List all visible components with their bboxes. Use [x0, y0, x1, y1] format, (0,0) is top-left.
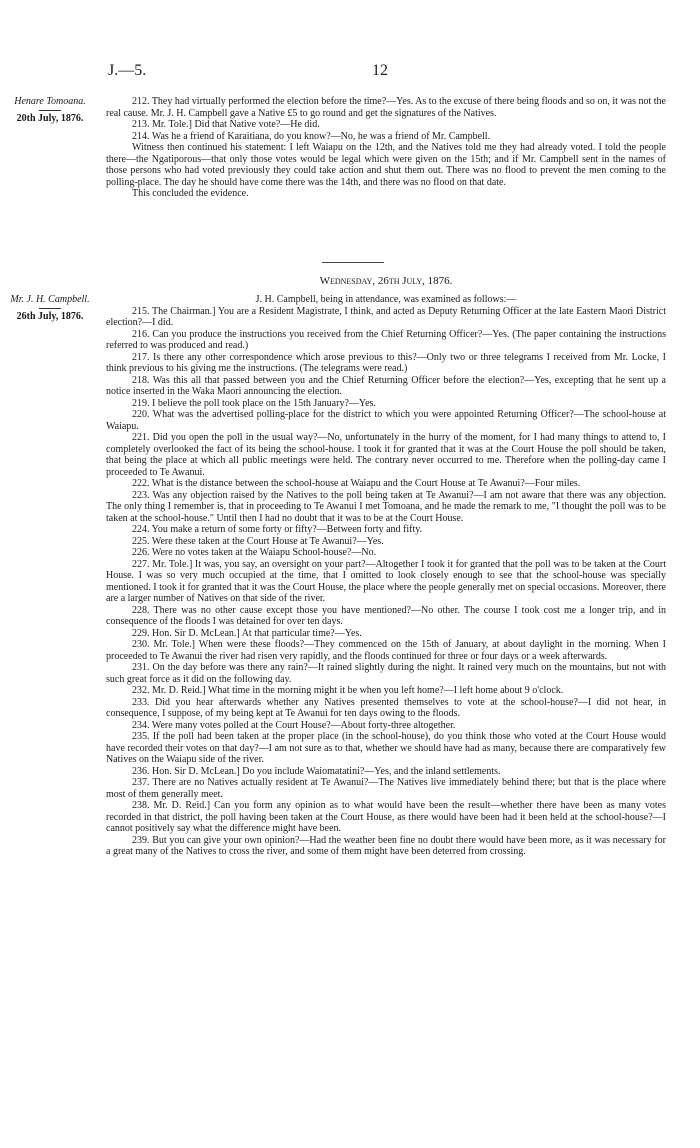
margin-witness-name: Henare Tomoana. [14, 96, 86, 107]
paragraph: This concluded the evidence. [132, 188, 249, 199]
margin-divider [39, 308, 61, 309]
paragraph: 226. Were no votes taken at the Waiapu School-house?—No. [132, 547, 377, 558]
margin-date: 20th July, 1876. [16, 112, 84, 124]
margin-witness-name: Mr. J. H. Campbell. [10, 294, 90, 305]
paragraph: 221. Did you open the poll in the usual way?—No, unfortunately in the hurry of the moment, for I had many things to attend to, I completely overlooked the fact of its being the school-house. I took it for granted that it was at the Court House the poll should be taken, that being the place at which all public meetings were held. The contrary never occurred to me. Therefore when the polling-day came I proceeded to Te Awanui. [106, 432, 666, 478]
document-reference: J.—5. [108, 62, 147, 79]
paragraph: 229. Hon. Sir D. McLean.] At that particular time?—Yes. [132, 627, 362, 639]
paragraph: 237. There are no Natives actually resident at Te Awanui?—The Natives live immediately behind there; but that is the place where most of them generally meet. [106, 777, 666, 800]
paragraph: 218. Was this all that passed between you and the Chief Returning Officer before the election?—Yes, excepting that he sent up a notice inserted in the Waka Maori announcing the election. [106, 374, 666, 397]
paragraph: 215. The Chairman.] You are a Resident Magistrate, I think, and acted as Deputy Returning Officer at the late Eastern Maori District election?—I did. [106, 305, 666, 328]
paragraph: 216. Can you produce the instructions you received from the Chief Returning Officer?—Yes. (The paper containing the instructions referred to was produced and read.) [106, 328, 666, 351]
paragraph: 217. Is there any other correspondence which arose previous to this?—Only two or three telegrams I received from Mr. Locke, I think previous to his giving me the instructions. (The telegrams were read.) [106, 351, 666, 374]
paragraph: 225. Were these taken at the Court House at Te Awanui?—Yes. [132, 535, 384, 547]
section-divider [322, 262, 384, 263]
paragraph: 230. Mr. Tole.] When were these floods?—They commenced on the 15th of January, at about daylight in the morning. When I proceeded to Te Awanui the river had risen very rapidly, and the floods continued for three or four days or a week afterwards. [106, 639, 666, 662]
paragraph: 223. Was any objection raised by the Natives to the poll being taken at Te Awanui?—I am not aware that there was any objection. The only thing I remember is, that in proceeding to Te Awanui I met Tomoana, and he made the remark to me, "I thought the poll was to be taken at the school-house." Until then I had no doubt that it was to be at the Court House. [106, 489, 666, 524]
margin-date: 26th July, 1876. [16, 310, 84, 322]
section-title: Wednesday, 26th July, 1876. [319, 275, 453, 287]
paragraph: 233. Did you hear afterwards whether any Natives presented themselves to vote at the school-house?—I did not hear, in consequence, I suppose, of my being kept at Te Awanui for ten days owing to the floods. [106, 696, 666, 719]
paragraph: 238. Mr. D. Reid.] Can you form any opinion as to what would have been the result—whether there have been as many votes recorded in that district, the poll having been taken at the Court House, as there would have been had it been held at the school-house?—I cannot positively say what the difference might have been. [106, 800, 666, 834]
paragraph: 239. But you can give your own opinion?—Had the weather been fine no doubt there would have been more, as it was necessary for a great many of the Natives to cross the river, and some of them might have been deterred from crossing. [106, 834, 666, 857]
paragraph: 234. Were many votes polled at the Court House?—About forty-three altogether. [132, 719, 456, 731]
page-number: 12 [372, 62, 388, 79]
paragraph: 212. They had virtually performed the election before the time?—Yes. As to the excuse of there being floods and so on, it was not the real cause. Mr. J. H. Campbell gave a Native £5 to go round and get the signatures of the Natives. [106, 96, 666, 119]
paragraph: 213. Mr. Tole.] Did that Native vote?—He did. [132, 119, 320, 130]
section-heading-block [106, 276, 666, 288]
paragraph: 235. If the poll had been taken at the proper place (in the school-house), do you think those who voted at the Court House would have recorded their votes on that day?—I am not sure as to that, whether we should have had as many, because there are comparatively few Natives on the Waiapu side of the river. [106, 731, 666, 765]
paragraph: 220. What was the advertised polling-place for the district to which you were appointed Returning Officer?—The school-house at Waiapu. [106, 409, 666, 432]
paragraph: 224. You make a return of some forty or fifty?—Between forty and fifty. [132, 524, 423, 535]
paragraph: 236. Hon. Sir D. McLean.] Do you include Waiomatatini?—Yes, and the inland settlements. [132, 765, 501, 777]
paragraph: 231. On the day before was there any rain?—It rained slightly during the night. It rained very much on the mountains, but not with such great force as it did on the following day. [106, 662, 666, 685]
paragraph: 222. What is the distance between the school-house at Waiapu and the Court House at Te Awanui?—Four miles. [132, 478, 581, 489]
margin-note-witness-1 [4, 96, 96, 124]
paragraph: 228. There was no other cause except those you have mentioned?—No other. The course I took cost me a longer trip, and in consequence of the floods I was detained for over ten days. [106, 604, 666, 627]
examination-intro: J. H. Campbell, being in attendance, was examined as follows:— [255, 294, 517, 305]
margin-divider [39, 110, 61, 111]
paragraph: 232. Mr. D. Reid.] What time in the morning might it be when you left home?—I left home about 9 o'clock. [132, 685, 564, 696]
paragraph: 219. I believe the poll took place on the 15th January?—Yes. [132, 397, 376, 409]
margin-note-witness-2 [4, 294, 96, 322]
paragraph: Witness then continued his statement: I left Waiapu on the 12th, and the Natives told me they had already voted. I told the people there—the Ngatiporous—that only those votes would be legal which were given on the 15th; and if Mr. Campbell sent in the names of those persons who had voted previously they could take action and shut them out. There was no flood to prevent the men coming to the polling-place. The day he should have come there was the 14th, and there was no flood on that date. [106, 142, 666, 188]
paragraph: 227. Mr. Tole.] It was, you say, an oversight on your part?—Altogether I took it for granted that the poll was to be taken at the Court House. I was so very much occupied at the time, that I omitted to look closely enough to see that the school-house was specially mentioned. I took it for granted that it was the Court House, the place where the people generally met on special occasions. Moreover, there are a larger number of Natives on that side of the river. [106, 558, 666, 604]
evidence-block-1 [106, 96, 666, 200]
page-header [0, 62, 700, 82]
evidence-block-2 [106, 294, 666, 858]
paragraph: 214. Was he a friend of Karaitiana, do you know?—No, he was a friend of Mr. Campbell. [132, 130, 491, 142]
